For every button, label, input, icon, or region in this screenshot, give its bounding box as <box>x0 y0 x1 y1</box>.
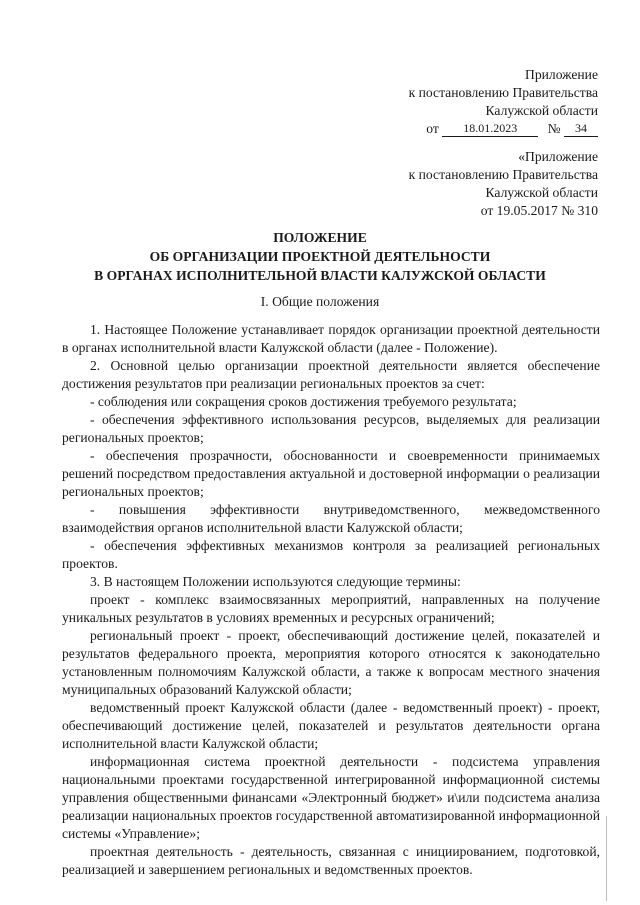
from-label: от <box>426 121 439 136</box>
paragraph-2: 2. Основной целью организации проектной деятельности является обеспечение достижения результатов при реализации региональных проектов за счет: <box>62 358 600 391</box>
original-date-number-line: от 19.05.2017 № 310 <box>480 203 598 218</box>
list-item: - обеспечения эффективных механизмов контроля за реализацией региональных проектов. <box>62 538 600 571</box>
list-item: - обеспечения эффективного использования ресурсов, выделяемых для реализации региональных проектов; <box>62 412 600 445</box>
document-title <box>0 228 640 285</box>
document-body <box>62 321 600 879</box>
original-region-line: Калужской области <box>485 185 598 200</box>
number-label: № <box>547 121 561 136</box>
term-definition: информационная система проектной деятельности - подсистема управления национальными проектами государственной интегрированной информационной системы управления общественными финансами «Электронный бюджет» и\или подсистема анализа реализации национальных проектов государственной автоматизированной информационной системы «Управление»; <box>62 754 600 841</box>
title-line-2: ОБ ОРГАНИЗАЦИИ ПРОЕКТНОЙ ДЕЯТЕЛЬНОСТИ <box>149 249 491 264</box>
appendix-date-number-line <box>409 120 598 138</box>
list-item: - обеспечения прозрачности, обоснованности и своевременности принимаемых решений посредством предоставления актуальной и достоверной информации о реализации региональных проектов; <box>62 448 600 499</box>
list-item: - повышения эффективности внутриведомственного, межведомственного взаимодействия органов исполнительной власти Калужской области; <box>62 502 600 535</box>
section-heading: I. Общие положения <box>260 294 380 309</box>
term-definition: региональный проект - проект, обеспечивающий достижение целей, показателей и результатов федерального проекта, мероприятия которого относятся к законодательно установленным полномочиям Калужской области, а также к вопросам местного значения муниципальных образований Калужской области; <box>62 628 600 697</box>
appendix-decree-line: к постановлению Правительства <box>408 85 598 100</box>
appendix-label: Приложение <box>525 67 598 82</box>
decree-date: 18.01.2023 <box>442 121 538 137</box>
scan-edge-line <box>606 816 607 901</box>
appendix-header <box>409 66 598 138</box>
original-decree-line: к постановлению Правительства <box>408 167 598 182</box>
term-definition: проект - комплекс взаимосвязанных мероприятий, направленных на получение уникальных результатов в условиях временных и ресурсных ограничений; <box>62 592 600 625</box>
term-definition: ведомственный проект Калужской области (далее - ведомственный проект) - проект, обеспечивающий достижение целей, показателей и результатов деятельности органа исполнительной власти Калужской области; <box>62 700 600 751</box>
original-appendix-label: «Приложение <box>518 149 598 164</box>
paragraph-3: 3. В настоящем Положении используются следующие термины: <box>90 574 461 589</box>
decree-number: 34 <box>564 121 598 137</box>
list-item: - соблюдения или сокращения сроков достижения требуемого результата; <box>90 394 517 409</box>
appendix-region-line: Калужской области <box>485 103 598 118</box>
paragraph-1: 1. Настоящее Положение устанавливает порядок организации проектной деятельности в органах исполнительной власти Калужской области (далее - Положение). <box>62 322 600 355</box>
title-line-3: В ОРГАНАХ ИСПОЛНИТЕЛЬНОЙ ВЛАСТИ КАЛУЖСКОЙ ОБЛАСТИ <box>94 268 546 283</box>
title-line-1: ПОЛОЖЕНИЕ <box>273 230 367 245</box>
original-appendix-header <box>409 148 598 220</box>
term-definition: проектная деятельность - деятельность, связанная с инициированием, подготовкой, реализацией и завершением региональных и ведомственных проектов. <box>62 844 600 877</box>
